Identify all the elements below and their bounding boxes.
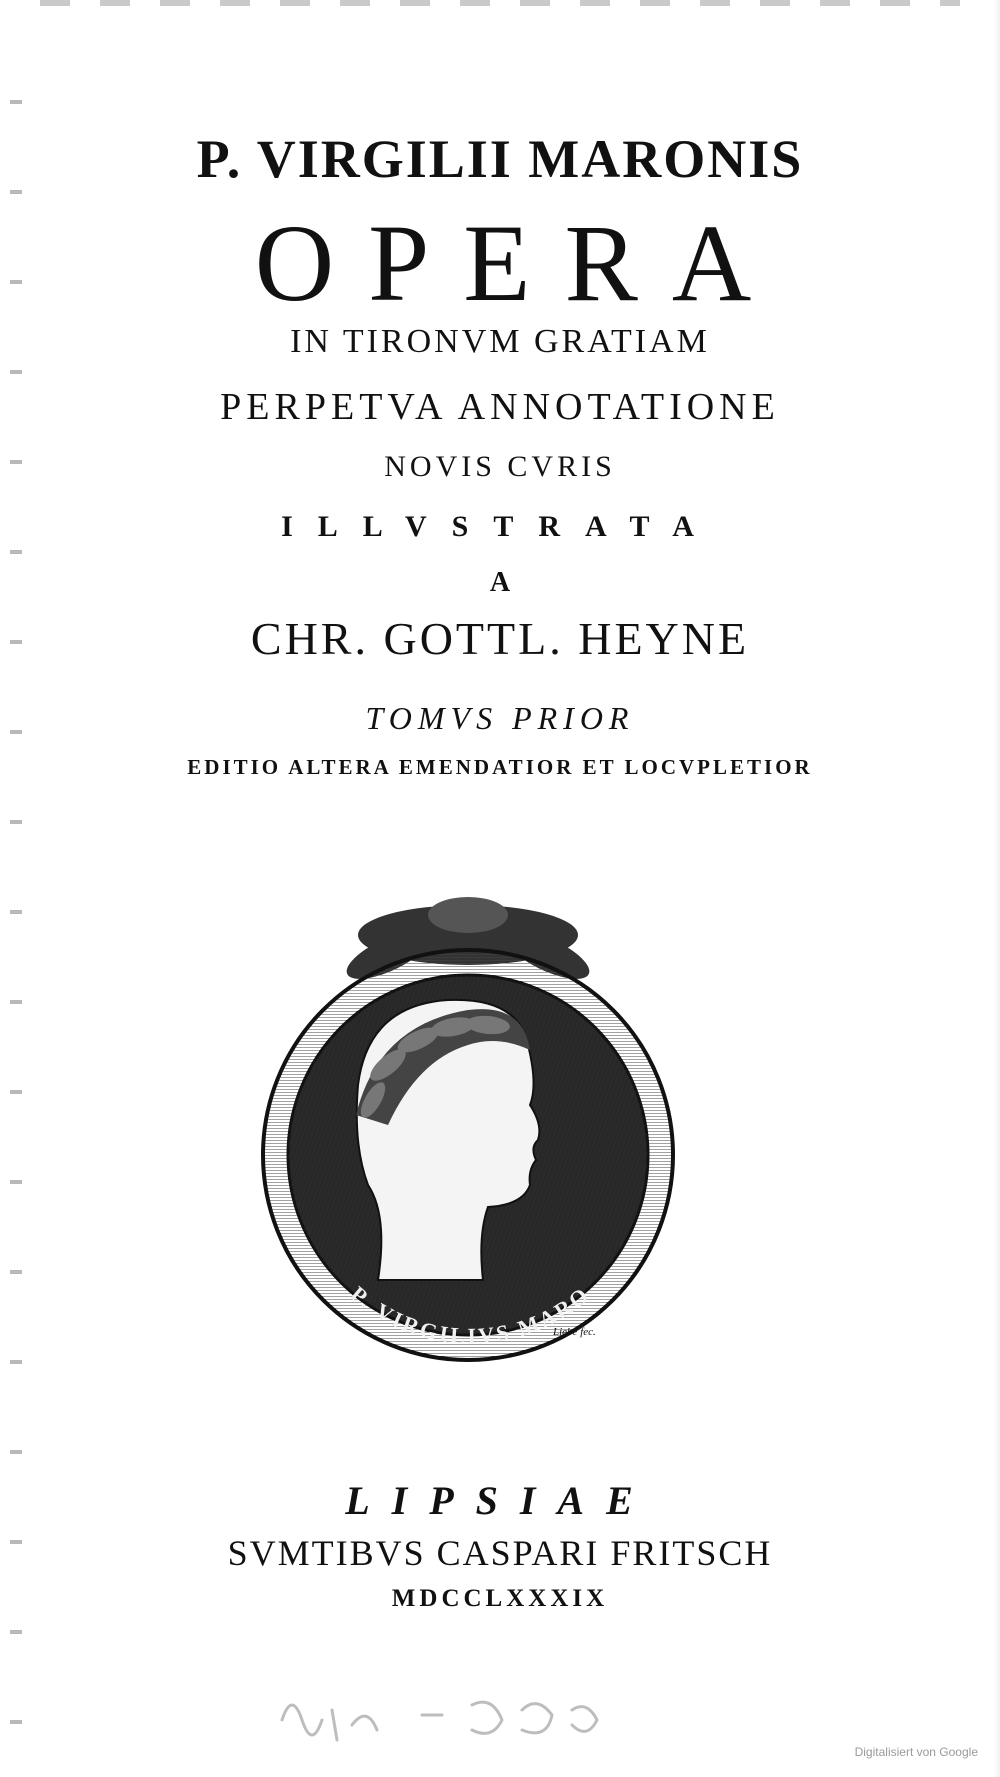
- subtitle-line-3: NOVIS CVRIS: [384, 450, 616, 483]
- subtitle-line-1: IN TIRONVM GRATIAM: [290, 323, 710, 360]
- edition-statement: EDITIO ALTERA EMENDATIOR ET LOCVPLETIOR: [187, 755, 813, 779]
- subtitle-line-4: ILLVSTRATA: [281, 510, 719, 543]
- imprint-year: MDCCLXXXIX: [391, 1585, 609, 1612]
- by-line: A: [489, 567, 511, 598]
- scan-top-edge: [40, 0, 960, 6]
- editor-name: CHR. GOTTL. HEYNE: [250, 613, 750, 664]
- portrait-medallion: [238, 885, 698, 1365]
- volume-label: TOMVS PRIOR: [365, 700, 635, 736]
- medallion-inscription: P. VIRGILIVS MARO: [346, 1280, 596, 1349]
- author-line: P. VIRGILII MARONIS: [196, 129, 804, 189]
- digitization-watermark: Digitalisiert von Google: [854, 1745, 978, 1759]
- imprint-place: LIPSIAE: [345, 1478, 655, 1523]
- imprint-publisher: SVMTIBVS CASPARI FRITSCH: [227, 1533, 773, 1573]
- subtitle-line-2: PERPETVA ANNOTATIONE: [220, 386, 780, 428]
- pencil-shelfmark-icon: [272, 1680, 632, 1760]
- engraver-signature: Liebe fec.: [553, 1326, 596, 1338]
- work-title: OPERA: [254, 202, 786, 324]
